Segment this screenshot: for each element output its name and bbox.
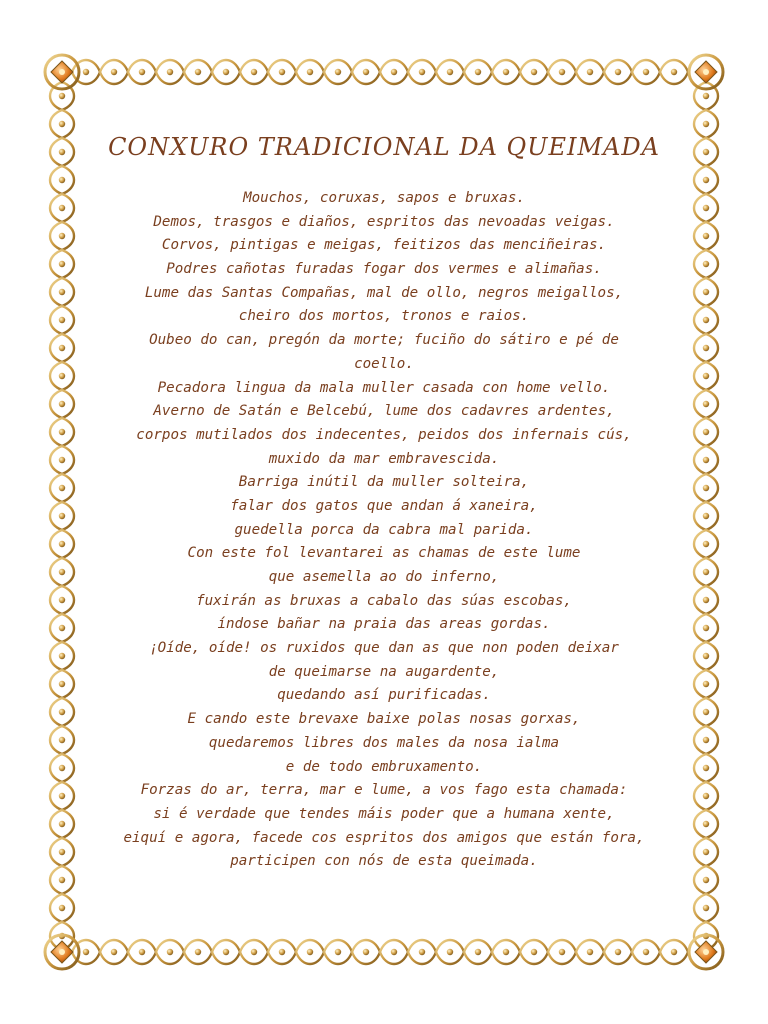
frame-loop (100, 60, 128, 84)
frame-bead (475, 69, 481, 75)
frame-bead (251, 69, 257, 75)
corner-gem (51, 941, 73, 963)
frame-bead (531, 949, 537, 955)
frame-bead (139, 949, 145, 955)
frame-loop (492, 60, 520, 84)
frame-bead (279, 949, 285, 955)
frame-loop (520, 60, 548, 84)
frame-top-border (72, 60, 696, 84)
frame-loop (212, 940, 240, 964)
frame-loop (576, 940, 604, 964)
frame-loop (268, 940, 296, 964)
frame-bead (503, 69, 509, 75)
frame-bead (363, 949, 369, 955)
frame-bead (279, 69, 285, 75)
frame-bead (335, 69, 341, 75)
frame-loop (548, 60, 576, 84)
frame-bead (391, 949, 397, 955)
frame-loop (72, 940, 100, 964)
frame-bead (703, 933, 709, 939)
frame-bead (419, 69, 425, 75)
frame-bead (251, 949, 257, 955)
frame-loop (240, 940, 268, 964)
poem-line: quedando así purificadas. (277, 687, 491, 704)
frame-loop (464, 940, 492, 964)
frame-bead (139, 69, 145, 75)
frame-loop (240, 60, 268, 84)
frame-bead (59, 121, 65, 127)
frame-loop (50, 82, 74, 110)
frame-loop (352, 940, 380, 964)
corner-highlight (59, 949, 65, 955)
frame-bead (671, 949, 677, 955)
corner-gem (695, 941, 717, 963)
frame-bead (223, 69, 229, 75)
poem-line: Lume das Santas Compañas, mal de ollo, negros meigallos, (144, 284, 624, 301)
frame-loop (632, 940, 660, 964)
poem-line: Demos, trasgos e diaños, espritos das nevoadas veigas. (153, 213, 615, 230)
corner-ring (689, 55, 723, 89)
frame-loop (296, 60, 324, 84)
frame-loop (296, 940, 324, 964)
frame-bead (703, 177, 709, 183)
frame-loop (520, 940, 548, 964)
poem-line: muxido da mar embravescida. (268, 450, 500, 467)
frame-loop (128, 60, 156, 84)
poem-line: coello. (354, 355, 414, 372)
frame-bead (475, 949, 481, 955)
frame-bead (167, 69, 173, 75)
frame-loop (352, 60, 380, 84)
corner-ring (689, 935, 723, 969)
poem-line: E cando este brevaxe baixe polas nosas gorxas, (187, 711, 581, 728)
frame-loop (576, 60, 604, 84)
document-title: CONXURO TRADICIONAL DA QUEIMADA (108, 133, 660, 161)
frame-bead (703, 93, 709, 99)
corner-highlight (703, 949, 709, 955)
frame-loop (50, 922, 74, 950)
poem-line: Con este fol levantarei as chamas de este lume (187, 545, 581, 562)
frame-bead (643, 949, 649, 955)
frame-bead (167, 949, 173, 955)
frame-bead (59, 877, 65, 883)
frame-loop (436, 60, 464, 84)
frame-bead (615, 949, 621, 955)
frame-loop (380, 940, 408, 964)
frame-bead (195, 69, 201, 75)
poem-line: Podres cañotas furadas fogar dos vermes e alimañas. (166, 261, 602, 278)
frame-bead (59, 933, 65, 939)
frame-loop (50, 894, 74, 922)
frame-bead (419, 949, 425, 955)
poem-line: fuxirán as bruxas a cabalo das súas escobas, (196, 592, 572, 609)
frame-bead (83, 949, 89, 955)
poem-line: Barriga inútil da muller solteira, (238, 474, 530, 491)
frame-loop (184, 940, 212, 964)
frame-bead (671, 69, 677, 75)
poem-line: ¡Oíde, oíde! os ruxidos que dan as que non poden deixar (149, 640, 619, 657)
frame-bead (111, 69, 117, 75)
frame-bead (531, 69, 537, 75)
frame-bead (83, 69, 89, 75)
frame-bead (111, 949, 117, 955)
poem-line: e de todo embruxamento. (285, 758, 483, 775)
frame-loop (380, 60, 408, 84)
frame-loop (632, 60, 660, 84)
frame-bead (703, 877, 709, 883)
poem-line: participen con nós de esta queimada. (230, 853, 538, 870)
frame-loop (408, 940, 436, 964)
frame-loop (694, 894, 718, 922)
frame-bead (643, 69, 649, 75)
frame-loop (72, 60, 100, 84)
frame-loop (660, 60, 688, 84)
frame-loop (324, 940, 352, 964)
frame-loop (548, 940, 576, 964)
frame-bead (59, 905, 65, 911)
poem-body (0, 187, 768, 874)
frame-loop (268, 60, 296, 84)
frame-loop (128, 940, 156, 964)
frame-loop (694, 922, 718, 950)
frame-loop (156, 940, 184, 964)
poem-line: Mouchos, coruxas, sapos e bruxas. (243, 190, 525, 206)
frame-bead (503, 949, 509, 955)
frame-bottom-border (72, 940, 696, 964)
frame-bead (307, 949, 313, 955)
frame-loop (184, 60, 212, 84)
frame-bead (703, 905, 709, 911)
poem-line: falar dos gatos que andan á xaneira, (230, 497, 538, 514)
frame-loop (660, 940, 688, 964)
frame-bead (59, 177, 65, 183)
frame-loop (464, 60, 492, 84)
poem-line: de queimarse na augardente, (268, 663, 500, 680)
frame-bead (559, 69, 565, 75)
frame-bead (391, 69, 397, 75)
poem-line: Oubeo do can, pregón da morte; fuciño do sátiro e pé de (149, 332, 619, 349)
frame-loop (492, 940, 520, 964)
poem-line: si é verdade que tendes máis poder que a humana xente, (153, 805, 615, 822)
frame-loop (408, 60, 436, 84)
poem-line: corpos mutilados dos indecentes, peidos dos infernais cús, (136, 426, 632, 443)
frame-loop (694, 82, 718, 110)
poem-line: que asemella ao do inferno, (268, 569, 500, 585)
poem-line: Averno de Satán e Belcebú, lume dos cadavres ardentes, (153, 403, 615, 420)
poem-line: índose bañar na praia das areas gordas. (217, 616, 551, 633)
frame-bead (587, 949, 593, 955)
poem-line: Forzas do ar, terra, mar e lume, a vos fago esta chamada: (140, 782, 628, 799)
frame-bead (587, 69, 593, 75)
frame-bead (195, 949, 201, 955)
frame-bead (363, 69, 369, 75)
poem-line: cheiro dos mortos, tronos e raios. (238, 308, 530, 325)
frame-bead (703, 121, 709, 127)
frame-bead (559, 949, 565, 955)
frame-loop (156, 60, 184, 84)
corner-highlight (59, 69, 65, 75)
frame-bead (447, 69, 453, 75)
frame-loop (212, 60, 240, 84)
corner-gem (51, 61, 73, 83)
frame-loop (436, 940, 464, 964)
frame-loop (100, 940, 128, 964)
poem-line: quedaremos libres dos males da nosa ialma (208, 734, 560, 751)
frame-loop (604, 60, 632, 84)
frame-bead (335, 949, 341, 955)
frame-bead (307, 69, 313, 75)
frame-loop (324, 60, 352, 84)
frame-bead (223, 949, 229, 955)
poem-line: Pecadora lingua da mala muller casada con home vello. (157, 379, 611, 396)
poem-line: eiquí e agora, facede cos espritos dos amigos que están fora, (123, 829, 645, 846)
poem-line: Corvos, pintigas e meigas, feitizos das menciñeiras. (161, 237, 607, 254)
corner-highlight (703, 69, 709, 75)
corner-ring (45, 55, 79, 89)
frame-bead (59, 93, 65, 99)
poem-line: guedella porca da cabra mal parida. (234, 521, 534, 538)
corner-ring (45, 935, 79, 969)
frame-bead (447, 949, 453, 955)
frame-loop (604, 940, 632, 964)
corner-gem (695, 61, 717, 83)
frame-bead (615, 69, 621, 75)
